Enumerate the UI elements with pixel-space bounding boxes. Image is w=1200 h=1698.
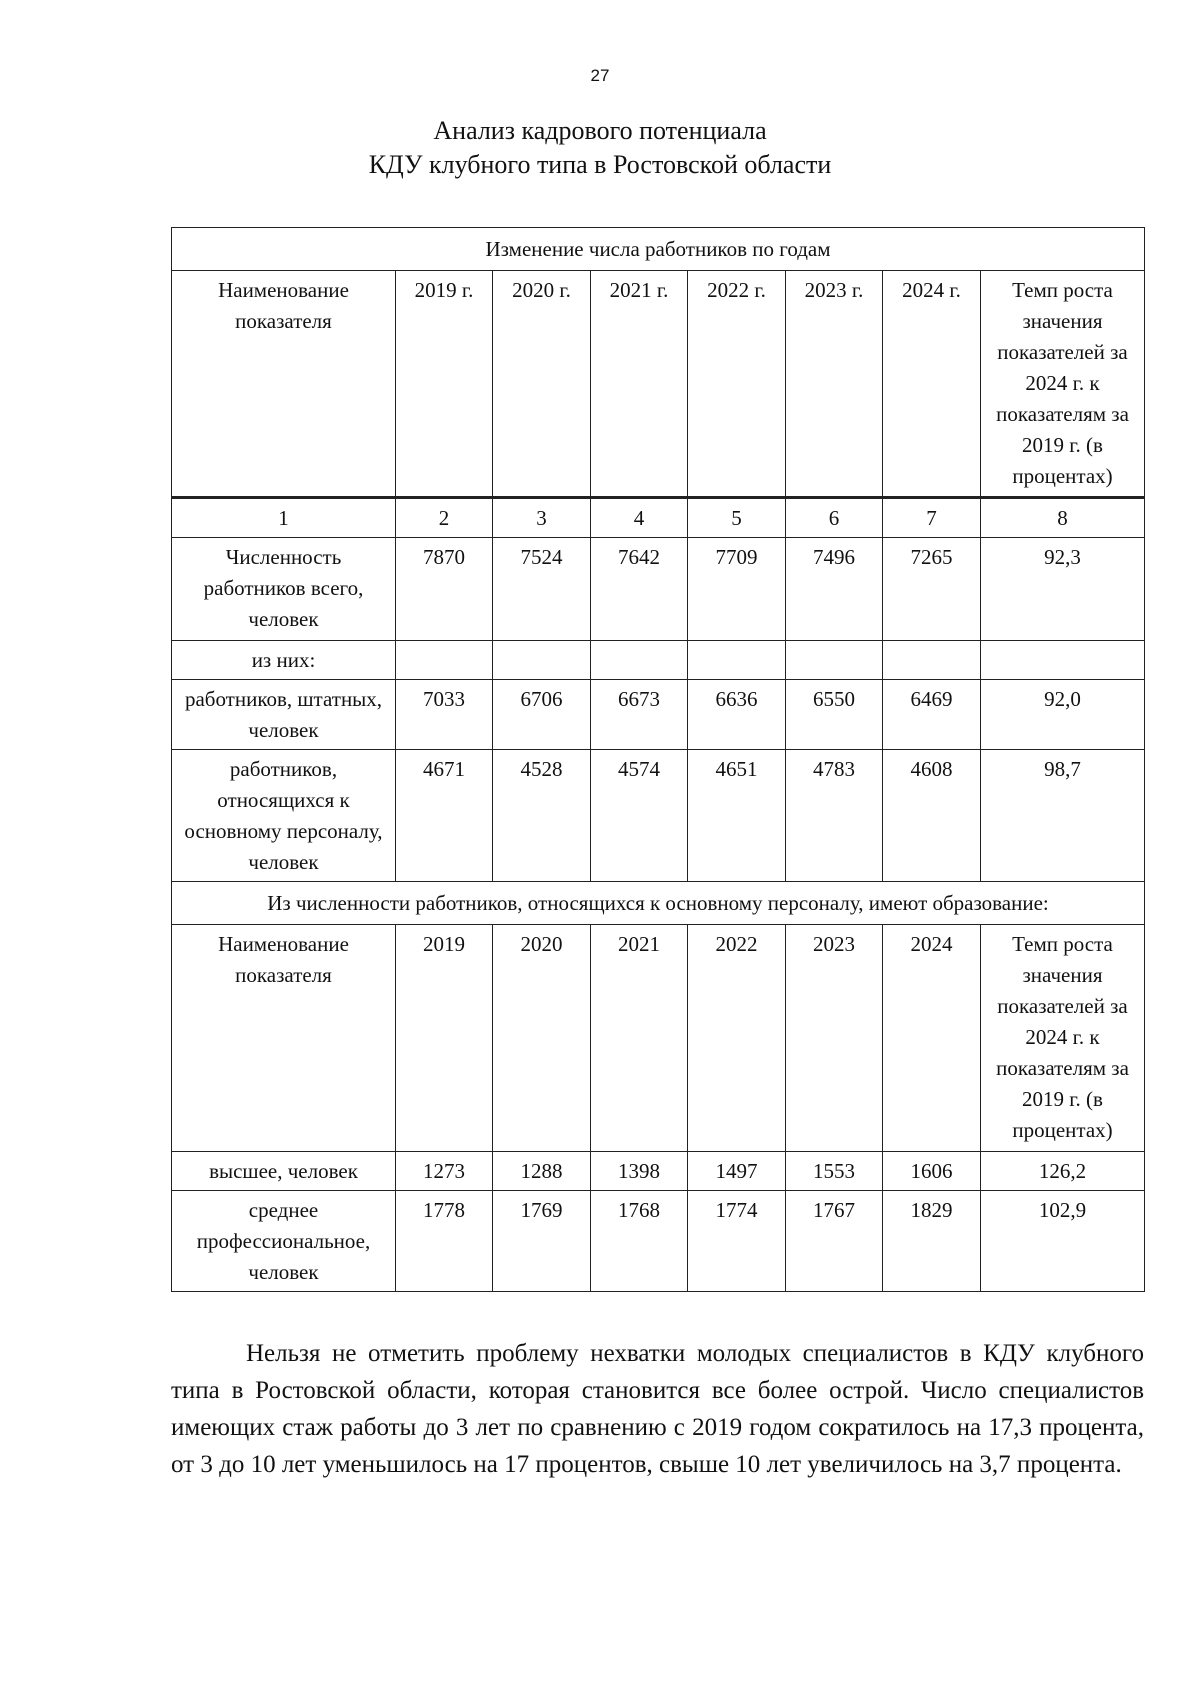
page-number: 27 <box>590 66 610 85</box>
cell-value: 7709 <box>688 538 786 641</box>
cell-growth: 102,9 <box>981 1191 1145 1292</box>
table-row-higher-education <box>172 1152 1145 1191</box>
cell-value: 1497 <box>688 1152 786 1191</box>
cell-value: 7642 <box>591 538 688 641</box>
table-row-regular-staff <box>172 680 1145 750</box>
column-number: 8 <box>981 498 1145 538</box>
cell-value: 6706 <box>493 680 591 750</box>
column-number: 6 <box>786 498 883 538</box>
cell-value: 4783 <box>786 750 883 882</box>
header-indicator-name: Наименование показателя <box>172 271 396 498</box>
header-year: 2019 <box>396 925 493 1152</box>
cell-value: 7033 <box>396 680 493 750</box>
cell-value: 4671 <box>396 750 493 882</box>
cell-growth: 98,7 <box>981 750 1145 882</box>
table-row-total-staff <box>172 538 1145 641</box>
cell-value: 6550 <box>786 680 883 750</box>
cell-value <box>786 641 883 680</box>
table-row-secondary-professional <box>172 1191 1145 1292</box>
header-year: 2020 <box>493 925 591 1152</box>
header-year: 2022 <box>688 925 786 1152</box>
cell-value: 1553 <box>786 1152 883 1191</box>
header-growth-rate: Темп роста значения показателей за 2024 г. к показателям за 2019 г. (в процентах) <box>981 925 1145 1152</box>
cell-value: 4574 <box>591 750 688 882</box>
body-paragraph: Нельзя не отметить проблему нехватки молодых специалистов в КДУ клубного типа в Ростовской области, которая становится все более острой. Число специалистов имеющих стаж работы до 3 лет по сравнению с 2019 годом сократилось на 17,3 процента, от 3 до 10 лет уменьшилось на 17 процентов, свыше 10 лет увеличилось на 3,7 процента. <box>171 1340 1144 1478</box>
cell-value <box>591 641 688 680</box>
cell-growth: 126,2 <box>981 1152 1145 1191</box>
column-number: 7 <box>883 498 981 538</box>
cell-value: 1769 <box>493 1191 591 1292</box>
header-growth-rate: Темп роста значения показателей за 2024 г. к показателям за 2019 г. (в процентах) <box>981 271 1145 498</box>
cell-value: 7265 <box>883 538 981 641</box>
row-label: работников, штатных, человек <box>172 680 396 750</box>
cell-value: 7870 <box>396 538 493 641</box>
cell-value: 1398 <box>591 1152 688 1191</box>
header-year: 2023 г. <box>786 271 883 498</box>
header-indicator-name: Наименование показателя <box>172 925 396 1152</box>
header-year: 2020 г. <box>493 271 591 498</box>
header-year: 2022 г. <box>688 271 786 498</box>
row-label: высшее, человек <box>172 1152 396 1191</box>
header-row-2 <box>172 925 1145 1152</box>
row-label: из них: <box>172 641 396 680</box>
cell-value: 1767 <box>786 1191 883 1292</box>
cell-value <box>883 641 981 680</box>
cell-value: 1288 <box>493 1152 591 1191</box>
column-number: 3 <box>493 498 591 538</box>
cell-value: 1273 <box>396 1152 493 1191</box>
cell-growth: 92,3 <box>981 538 1145 641</box>
title-line-2: КДУ клубного типа в Ростовской области <box>368 150 832 179</box>
cell-value <box>396 641 493 680</box>
cell-growth <box>981 641 1145 680</box>
cell-value: 1768 <box>591 1191 688 1292</box>
cell-growth: 92,0 <box>981 680 1145 750</box>
cell-value: 4528 <box>493 750 591 882</box>
row-label: работников, относящихся к основному персоналу, человек <box>172 750 396 882</box>
cell-value: 1829 <box>883 1191 981 1292</box>
header-row-1 <box>172 271 1145 498</box>
header-year: 2021 <box>591 925 688 1152</box>
section-title-workforce: Изменение числа работников по годам <box>172 228 1145 271</box>
table-row-core-staff <box>172 750 1145 882</box>
cell-value: 6469 <box>883 680 981 750</box>
column-number: 5 <box>688 498 786 538</box>
column-number: 2 <box>396 498 493 538</box>
staff-analysis-table <box>171 227 1145 1292</box>
cell-value: 1606 <box>883 1152 981 1191</box>
column-number: 1 <box>172 498 396 538</box>
cell-value: 6636 <box>688 680 786 750</box>
cell-value <box>688 641 786 680</box>
column-number-row <box>172 498 1145 538</box>
cell-value: 4651 <box>688 750 786 882</box>
header-year: 2021 г. <box>591 271 688 498</box>
document-title <box>0 114 1200 182</box>
cell-value: 1774 <box>688 1191 786 1292</box>
header-year: 2023 <box>786 925 883 1152</box>
row-label: Численность работников всего, человек <box>172 538 396 641</box>
header-year: 2024 <box>883 925 981 1152</box>
title-line-1: Анализ кадрового потенциала <box>433 116 767 145</box>
cell-value: 7524 <box>493 538 591 641</box>
cell-value: 4608 <box>883 750 981 882</box>
row-label: среднее профессиональное, человек <box>172 1191 396 1292</box>
header-year: 2024 г. <box>883 271 981 498</box>
table-row-of-them <box>172 641 1145 680</box>
cell-value: 6673 <box>591 680 688 750</box>
column-number: 4 <box>591 498 688 538</box>
cell-value <box>493 641 591 680</box>
cell-value: 1778 <box>396 1191 493 1292</box>
section-title-education: Из численности работников, относящихся к основному персоналу, имеют образование: <box>172 882 1145 925</box>
cell-value: 7496 <box>786 538 883 641</box>
header-year: 2019 г. <box>396 271 493 498</box>
